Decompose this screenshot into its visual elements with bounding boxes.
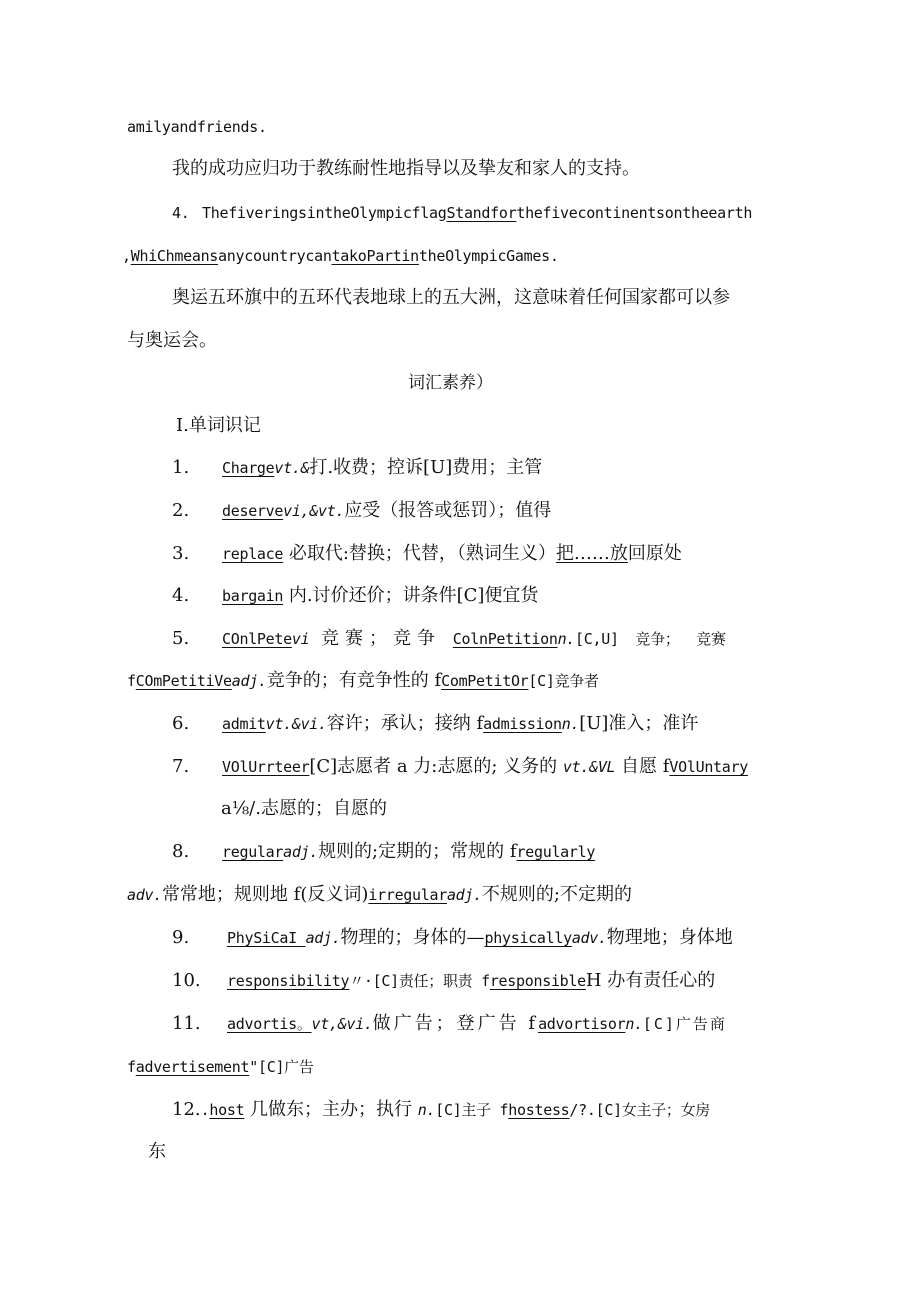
vocab-word: bargain (222, 587, 284, 605)
vocab-word: VOlUrrteer (222, 758, 310, 776)
vocab-item-1: 1. Chargevt.&打.收费；控诉[U]费用；主管 (172, 457, 543, 478)
vocab-item-11-continued: fadvertisement"[C]广告 (127, 1058, 314, 1076)
vocab-item-12-continued: 东 (148, 1141, 166, 1162)
vocab-word: regular (222, 843, 284, 861)
vocab-item-10: 10. responsibility〃·[C]责任；职责 fresponsibleH 办有责任心的 (172, 970, 716, 991)
vocab-word: host (209, 1101, 245, 1119)
vocab-item-5: 5. COnlPetevi 竞赛；竞争 ColnPetitionn.[C,U] 竞争； 竞赛 (172, 628, 726, 649)
translation-line-2a: 奥运五环旗中的五环代表地球上的五大洲，这意味着任何国家都可以参 (172, 287, 730, 308)
vocab-item-4: 4. bargain 内.讨价还价；讲条件[C]便宜货 (172, 585, 539, 606)
intro-line-1: amilyandfriends. (127, 118, 267, 136)
vocab-item-12: 12..host 几做东；主办；执行 n.[C]主子 fhostess/?.[C]女主子；女房 (172, 1099, 711, 1120)
translation-line-2b: 与奥运会。 (127, 330, 217, 351)
section-title: 词汇素养） (408, 373, 493, 393)
vocab-item-3: 3. replace 必取代:替换；代替，（熟词生义）把……放回原处 (172, 543, 682, 564)
vocab-word: advortis。 (227, 1015, 312, 1033)
vocab-word: replace (222, 545, 284, 563)
vocab-item-8: 8. regularadj.规则的;定期的；常规的 fregularly (172, 841, 596, 862)
vocab-item-6: 6. admitvt.&vi.容许；承认；接纳 fadmissionn.[U]准入；准许 (172, 713, 699, 734)
vocab-word: COnlPete (222, 630, 292, 648)
vocab-item-5-continued: fCOmPetitiVeadj.竞争的；有竞争性的 fComPetitOr[C]竞争者 (127, 670, 599, 691)
vocab-word: admit (222, 715, 266, 733)
vocab-item-9: 9. PhySiCaI adj.物理的；身体的—physicallyadv.物理地；身体地 (172, 927, 733, 948)
vocab-item-8-continued: adv.常常地；规则地 f(反义词)irregularadj.不规则的;不定期的 (127, 884, 632, 905)
vocab-word: deserve (222, 502, 284, 520)
sentence-4: 4. ThefiveringsintheOlympicflagStandforthefivecontinentsontheearth (172, 201, 752, 225)
translation-line-1: 我的成功应归功于教练耐性地指导以及挚友和家人的支持。 (172, 158, 640, 179)
vocab-item-7: 7. VOlUrrteer[C]志愿者 a 力:志愿的; 义务的 vt.&VL 自愿 fVOlUntary (172, 756, 748, 777)
vocab-item-7-continued: a⅛/.志愿的；自愿的 (221, 798, 387, 819)
vocab-item-11: 11. advortis。vt,&vi.做广告；登广告 fadvortisorn.[C]广告商 (172, 1013, 727, 1034)
subsection-title: I.单词识记 (176, 415, 261, 436)
sentence-4-continued: ,WhiChmeansanycountrycantakoPartintheOlympicGames. (122, 247, 559, 265)
vocab-word: responsibility (227, 972, 350, 990)
sentence-number: 4. (172, 204, 190, 222)
vocab-word: PhySiCaI (227, 929, 306, 947)
vocab-word: Charge (222, 459, 275, 477)
vocab-item-2: 2. deservevi,&vt.应受（报答或惩罚）；值得 (172, 500, 552, 521)
